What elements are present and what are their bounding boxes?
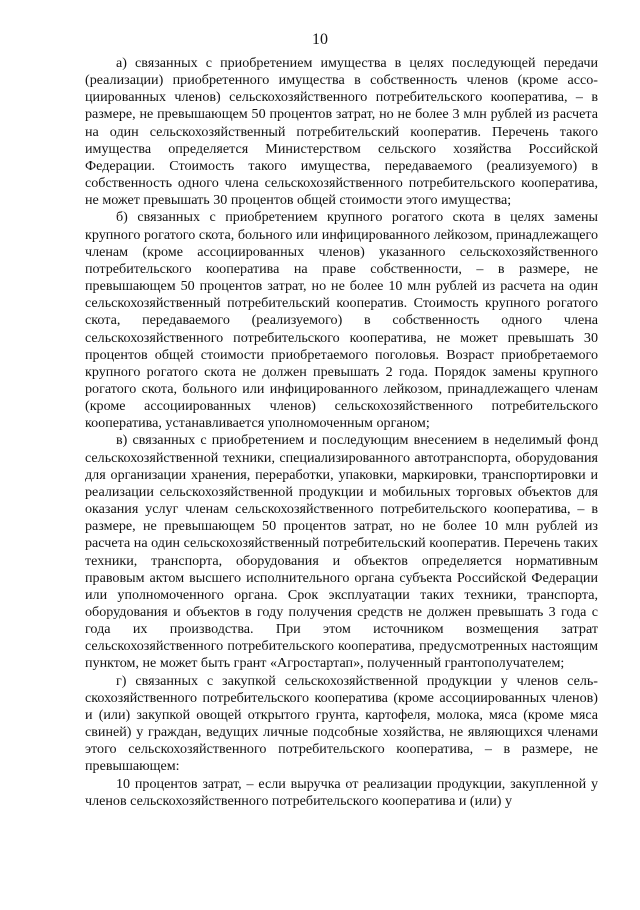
paragraph-10-percent: 10 процентов затрат, – если выручка от реализации продукции, закупленной у членов сельскохозяйственного потребительского кооператива и (или) у — [85, 775, 598, 809]
paragraph-g: г) связанных с закупкой сельскохозяйственной продукции у членов сельскохозяйственного потребительского кооператива (кроме ассоциированных членов) и (или) закупкой овощей открытого грунта, картофеля, молока, мяса (кроме мяса свиней) у граждан, ведущих личные подсобные хозяйства, не являющихся членами этого сельскохозяйственного потребительского кооператива, – в размере, не превышающем: — [85, 672, 598, 775]
paragraph-b: б) связанных с приобретением крупного рогатого скота в целях замены крупного рогатого скота, больного или инфицированного лейкозом, принадлежащего членам (кроме ассоциированных членов) указанного сельскохозяйственного потребительского кооператива на праве собственности, – в размере, не превышающем 50 процентов затрат, но не более 10 млн рублей из расчета на один сельскохозяйственный потребительский кооператив. Стоимость крупного рогатого скота, передаваемого (реализуемого) в собственность одного члена сельскохозяйственного потребительского кооператива, не может превышать 30 процентов общей стоимости приобретаемого поголовья. Возраст приобретаемого крупного рогатого скота не должен превышать 2 года. Порядок замены крупного рогатого скота, больного или инфицированного лейкозом, принадлежащего членам (кроме ассоциированных членов) сельскохозяйственного потребительского кооператива, устанавливается уполномоченным органом; — [85, 209, 598, 432]
paragraph-v: в) связанных с приобретением и последующим внесением в неделимый фонд сельскохозяйственной техники, специализированного автотранспорта, оборудования для организации хранения, переработки, упаковки, маркировки, транспортировки и реализации сельскохозяйственной продукции и мобильных торговых объектов для оказания услуг членам сельскохозяйственного потребительского кооператива, – в размере, не превышающем 50 процентов затрат, но не более 10 млн рублей из расчета на один сельскохозяйственный потребительский кооператив. Перечень таких техники, транспорта, оборудования и объектов определяется нормативным правовым актом высшего исполнительного органа субъекта Российской Федерации или уполномоченного органа. Срок эксплуатации таких техники, транспорта, оборудования и объектов в году получения средств не должен превышать 3 года с года их производства. При этом источником возмещения затрат сельскохозяйственного потребительского кооператива, предусмотренных настоящим пунктом, не может быть грант «Агростартап», полученный грантополучателем; — [85, 432, 598, 672]
page-number: 10 — [312, 31, 328, 48]
document-body — [85, 55, 598, 810]
paragraph-a: а) связанных с приобретением имущества в целях последующей передачи (реализации) приобретенного имущества в собственность членов (кроме ассоциированных членов) сельскохозяйственного потребительского кооператива, – в размере, не превышающем 50 процентов затрат, но не более 3 млн рублей из расчета на один сельскохозяйственный потребительский кооператив. Перечень такого имущества определяется Министерством сельского хозяйства Российской Федерации. Стоимость такого имущества, передаваемого (реализуемого) в собственность одного члена сельскохозяйственного потребительского кооператива, не может превышать 30 процентов общей стоимости этого имущества; — [85, 55, 598, 209]
